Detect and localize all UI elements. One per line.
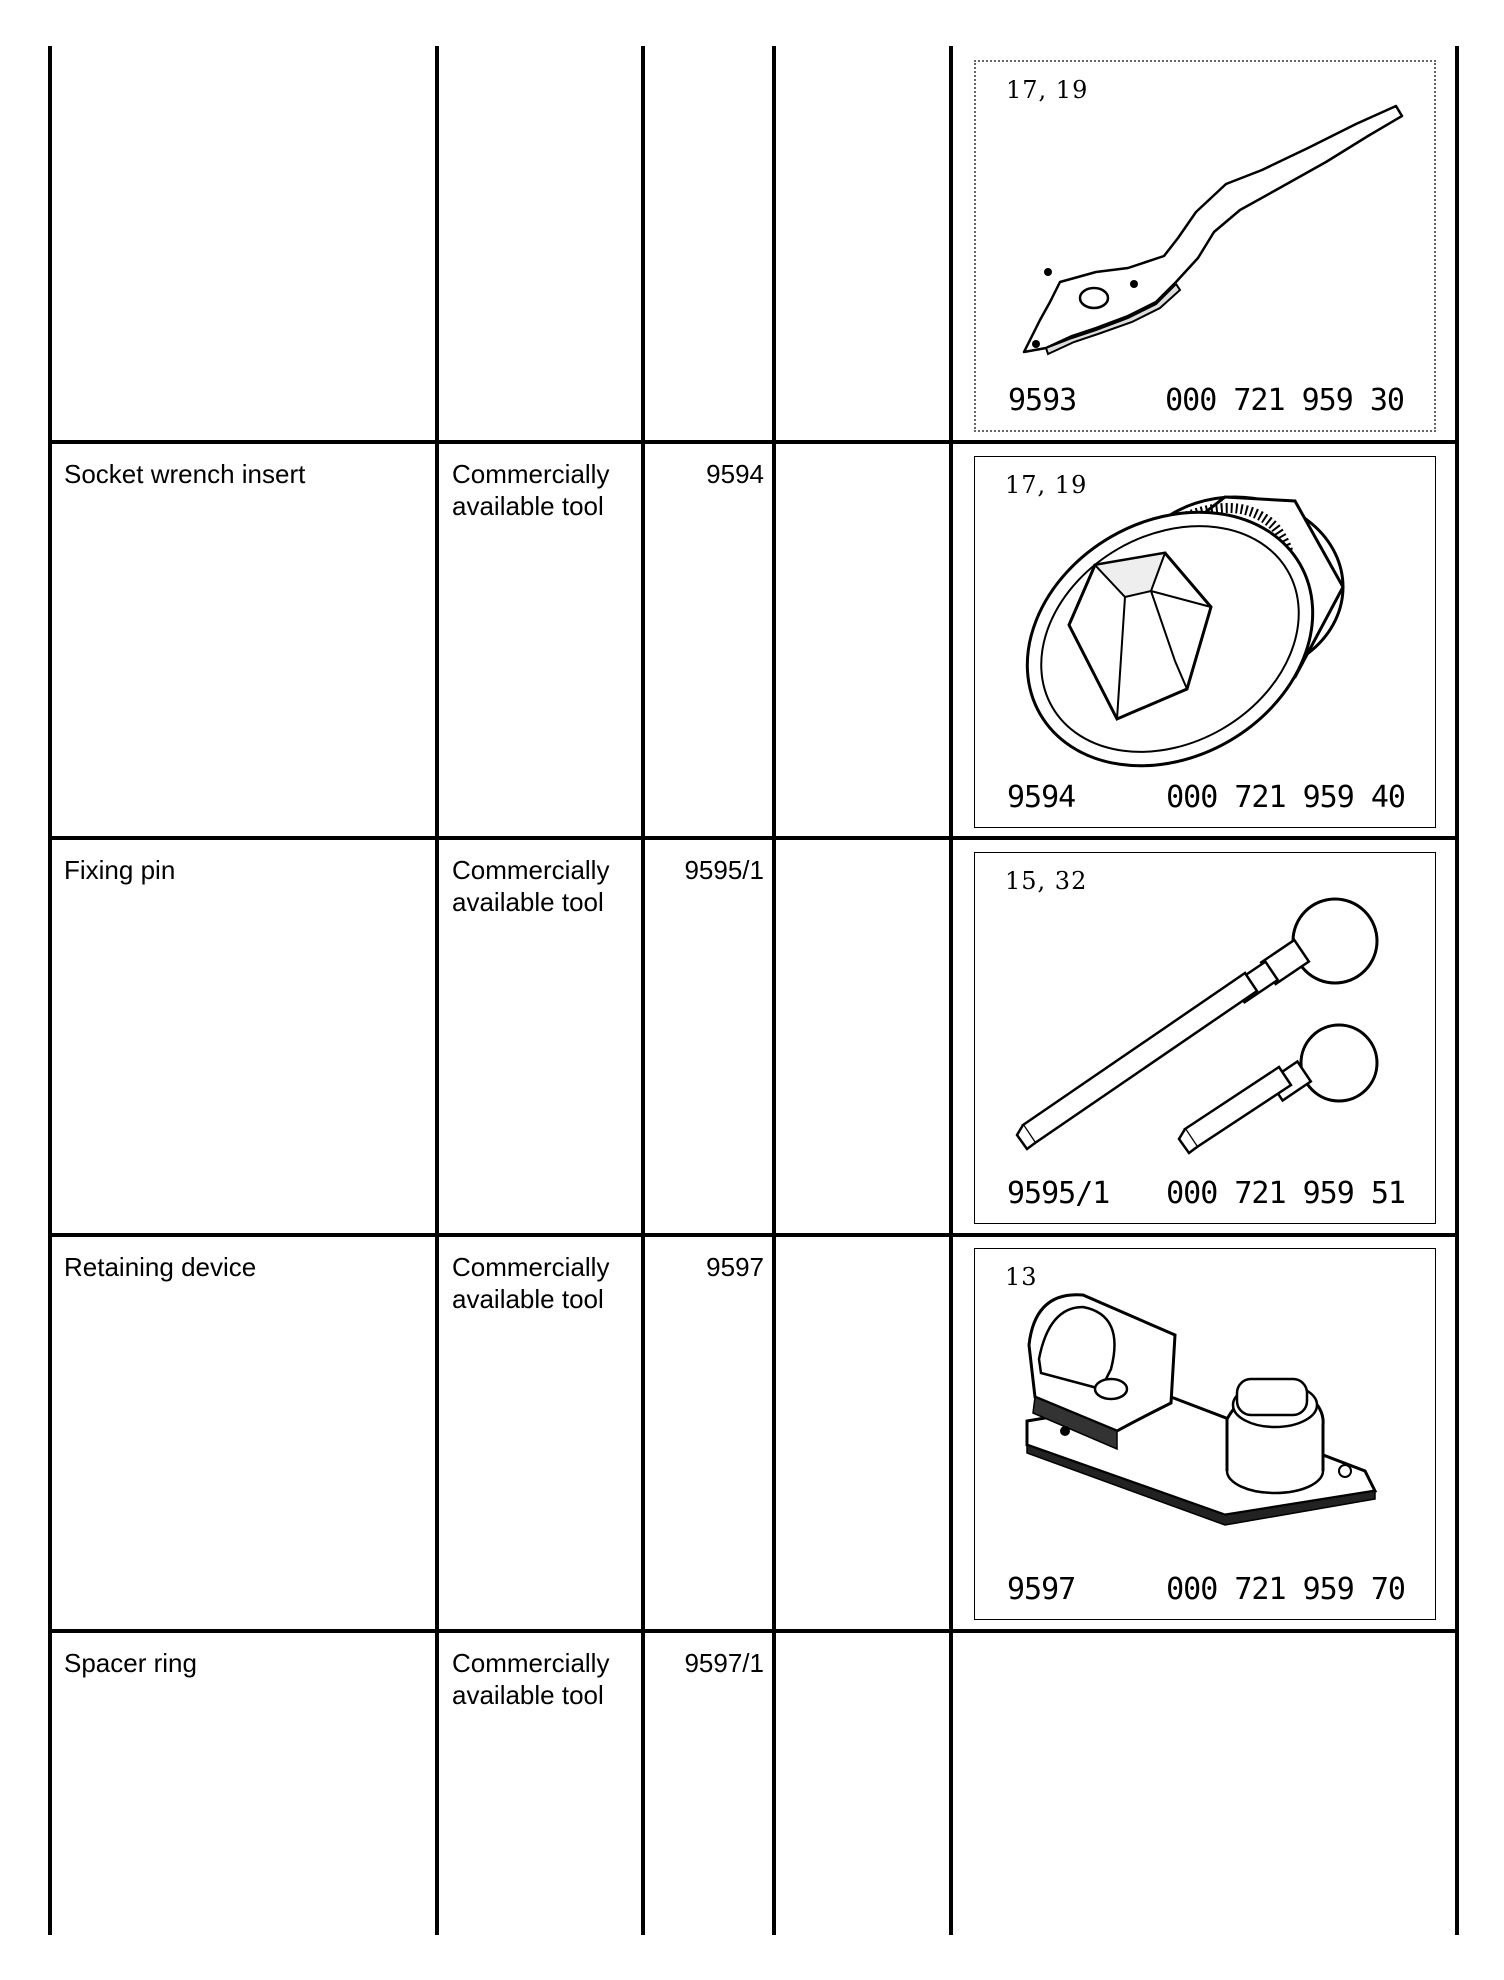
- tool-illustration-9597: [974, 1248, 1436, 1620]
- illustration-part-number: 000 721 959 30: [1165, 383, 1404, 418]
- table-border-right: [1455, 46, 1459, 1935]
- hook-wrench-icon: [976, 62, 1438, 434]
- illustration-page-refs: 17, 19: [1005, 471, 1088, 499]
- fixing-pins-icon: [975, 853, 1437, 1225]
- tool-name: Spacer ring: [64, 1648, 197, 1678]
- tool-availability: Commercially available tool: [452, 855, 610, 917]
- tool-number: 9594: [706, 459, 764, 489]
- tool-illustration-9594: [974, 456, 1436, 828]
- tool-number: 9597: [706, 1252, 764, 1282]
- row-divider: [48, 440, 1459, 444]
- illustration-part-number: 000 721 959 51: [1166, 1176, 1405, 1211]
- tool-number: 9597/1: [684, 1648, 764, 1678]
- tool-number: 9595/1: [684, 855, 764, 885]
- illustration-part-number: 000 721 959 70: [1166, 1572, 1405, 1607]
- tool-illustration-9593: [974, 60, 1436, 432]
- column-divider: [949, 46, 953, 1935]
- tool-availability: Commercially available tool: [452, 1252, 610, 1314]
- illustration-tool-code: 9597: [1007, 1572, 1076, 1607]
- column-divider: [772, 46, 776, 1935]
- column-divider: [435, 46, 439, 1935]
- tool-name: Retaining device: [64, 1252, 257, 1282]
- tool-availability: Commercially available tool: [452, 459, 610, 521]
- table-border-left: [48, 46, 52, 1935]
- illustration-part-number: 000 721 959 40: [1166, 780, 1405, 815]
- row-divider: [48, 1233, 1459, 1237]
- row-divider: [48, 836, 1459, 840]
- row-divider: [48, 1629, 1459, 1633]
- illustration-tool-code: 9595/1: [1007, 1176, 1110, 1211]
- illustration-page-refs: 15, 32: [1005, 867, 1088, 895]
- illustration-page-refs: 13: [1005, 1263, 1038, 1291]
- illustration-page-refs: 17, 19: [1006, 76, 1089, 104]
- socket-insert-icon: [975, 457, 1437, 829]
- retaining-device-icon: [975, 1249, 1437, 1621]
- tool-name: Socket wrench insert: [64, 459, 306, 489]
- tool-name: Fixing pin: [64, 855, 176, 885]
- illustration-tool-code: 9593: [1008, 383, 1077, 418]
- tool-illustration-9595-1: [974, 852, 1436, 1224]
- tool-availability: Commercially available tool: [452, 1648, 610, 1710]
- illustration-tool-code: 9594: [1007, 780, 1076, 815]
